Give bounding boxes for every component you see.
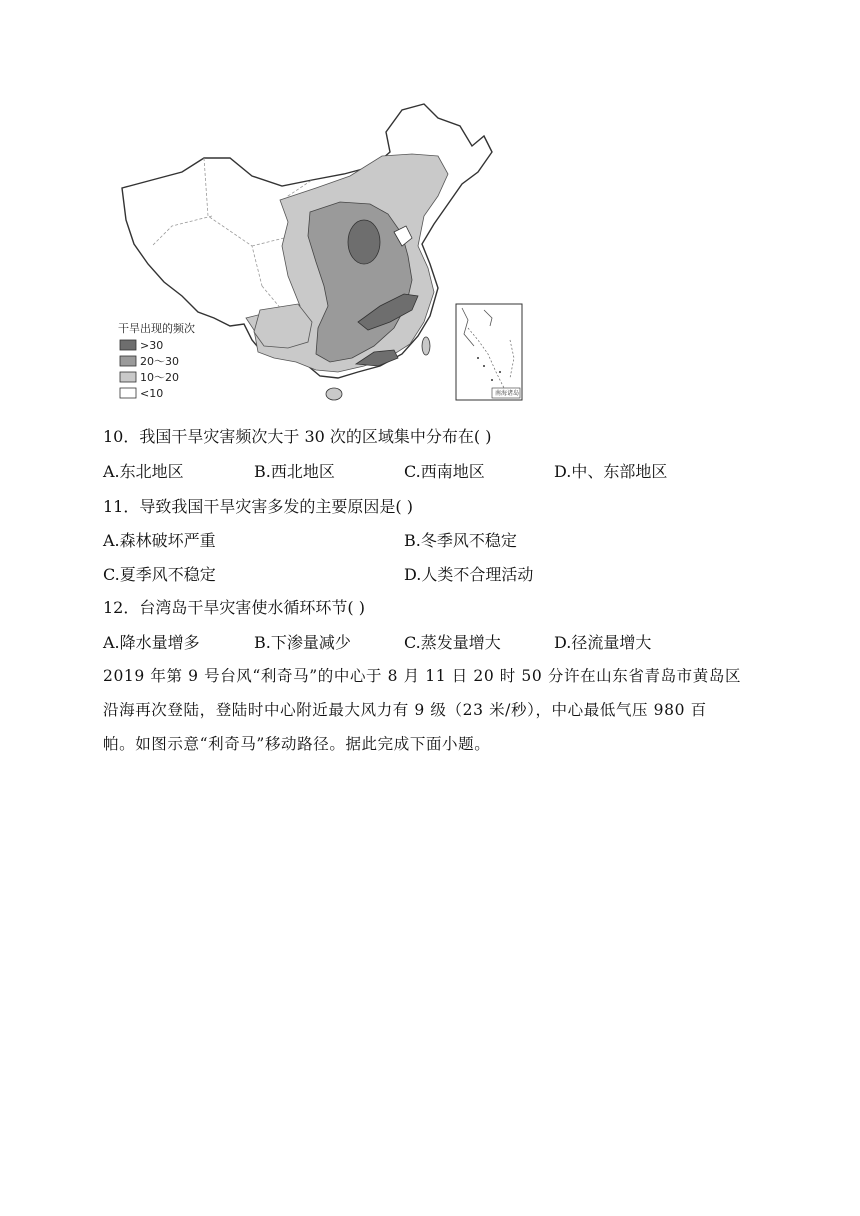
q12-option-d: D.径流量增大 [554,633,652,652]
legend-swatch [120,388,136,398]
question-12-stem: 12．台湾岛干旱灾害使水循环环节( ) [103,598,365,617]
q10-option-a: A.东北地区 [103,462,184,481]
q10-option-b: B.西北地区 [254,462,335,481]
hainan [326,388,342,400]
q11-option-c: C.夏季风不稳定 [103,565,216,584]
south-china-sea-inset [456,304,522,400]
legend-swatch [120,372,136,382]
passage-line: 帕。如图示意“利奇马”移动路径。据此完成下面小题。 [103,735,491,753]
q12-option-a: A.降水量增多 [103,633,200,652]
legend-swatch [120,356,136,366]
legend-label: 10～20 [140,371,179,384]
question-11-stem: 11．导致我国干旱灾害多发的主要原因是( ) [103,497,413,516]
q11-option-b: B.冬季风不稳定 [404,531,517,550]
legend [120,339,179,400]
zone-above-30-north [348,220,380,264]
q10-option-c: C.西南地区 [404,462,485,481]
q12-option-c: C.蒸发量增大 [404,633,501,652]
q12-option-b: B.下渗量减少 [254,633,351,652]
taiwan [422,337,430,355]
legend-label: >30 [140,339,164,352]
inset-label: 南海诸岛 [495,390,520,397]
legend-label: 20～30 [140,355,179,368]
passage-line: 沿海再次登陆，登陆时中心附近最大风力有 9 级（23 米/秒），中心最低气压 980 百 [103,701,707,719]
zone-10-20-west [254,304,312,348]
legend-title: 干旱出现的频次 [118,322,195,335]
legend-label: <10 [140,387,164,400]
drought-frequency-map [112,96,532,412]
passage-line: 2019 年第 9 号台风“利奇马”的中心于 8 月 11 日 20 时 50 分许在山东省青岛市黄岛区 [103,667,742,685]
q11-option-a: A.森林破坏严重 [103,531,216,550]
question-10-stem: 10．我国干旱灾害频次大于 30 次的区域集中分布在( ) [103,427,492,446]
q11-option-d: D.人类不合理活动 [404,565,534,584]
legend-swatch [120,340,136,350]
q10-option-d: D.中、东部地区 [554,462,668,481]
